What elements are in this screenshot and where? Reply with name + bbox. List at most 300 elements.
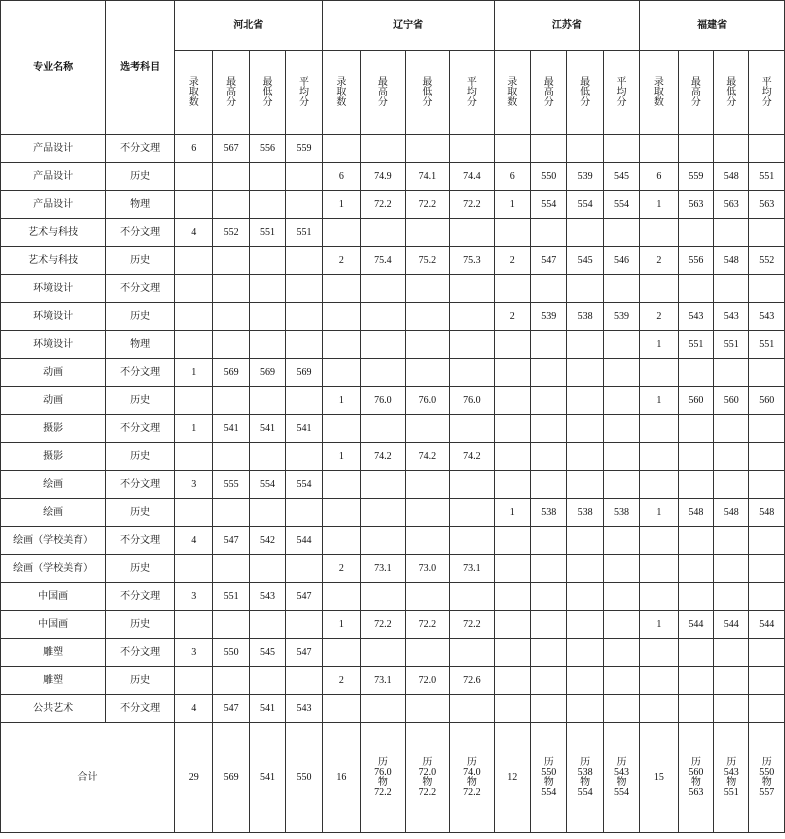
score-min-cell — [249, 499, 285, 527]
table-row — [1, 219, 785, 247]
score-max-cell: 74.2 — [361, 443, 406, 471]
major-name: 绘画 — [1, 471, 106, 499]
subject-name: 历史 — [106, 443, 175, 471]
score-min-cell: 563 — [714, 191, 749, 219]
score-min-cell — [405, 527, 450, 555]
score-min-cell — [405, 499, 450, 527]
score-max-cell — [361, 583, 406, 611]
score-count-cell — [640, 471, 678, 499]
score-min-cell: 545 — [567, 247, 603, 275]
score-avg-cell — [749, 471, 785, 499]
score-avg-cell: 72.6 — [450, 667, 495, 695]
score-avg-cell — [603, 387, 639, 415]
header-row-provinces — [1, 1, 785, 51]
score-avg-cell — [450, 303, 495, 331]
score-min-cell: 74.1 — [405, 163, 450, 191]
score-avg-cell — [603, 219, 639, 247]
score-count-cell — [494, 443, 530, 471]
score-avg-cell: 544 — [286, 527, 322, 555]
score-count-cell — [174, 667, 212, 695]
subject-name: 不分文理 — [106, 359, 175, 387]
score-count-cell — [494, 667, 530, 695]
score-min-cell: 551 — [714, 331, 749, 359]
major-name: 绘画（学校美育） — [1, 555, 106, 583]
major-name: 环境设计 — [1, 331, 106, 359]
score-count-cell: 1 — [174, 359, 212, 387]
total-min-cell — [249, 723, 285, 833]
score-avg-cell — [450, 695, 495, 723]
score-avg-cell: 75.3 — [450, 247, 495, 275]
score-max-cell — [678, 583, 713, 611]
total-cell-line: 72.0 — [418, 766, 437, 778]
score-max-cell — [530, 415, 566, 443]
score-count-cell: 1 — [174, 415, 212, 443]
score-count-cell: 1 — [322, 387, 360, 415]
score-count-cell: 6 — [640, 163, 678, 191]
score-max-cell — [213, 667, 249, 695]
score-count-cell: 3 — [174, 471, 212, 499]
score-min-cell — [714, 667, 749, 695]
score-avg-cell — [603, 443, 639, 471]
score-count-cell — [494, 219, 530, 247]
score-count-cell: 1 — [640, 611, 678, 639]
header-province-jiangsu: 江苏省 — [494, 1, 640, 51]
table-row — [1, 555, 785, 583]
score-min-cell — [714, 639, 749, 667]
score-max-cell: 569 — [213, 359, 249, 387]
score-min-cell: 538 — [567, 499, 603, 527]
score-max-cell — [361, 527, 406, 555]
major-name: 绘画（学校美育） — [1, 527, 106, 555]
score-count-cell: 2 — [640, 303, 678, 331]
header-char: 录 — [653, 76, 664, 88]
score-count-cell — [174, 443, 212, 471]
score-avg-cell — [286, 499, 322, 527]
score-min-cell — [714, 527, 749, 555]
header-char: 分 — [466, 96, 477, 108]
score-max-cell: 567 — [213, 135, 249, 163]
major-name: 产品设计 — [1, 163, 106, 191]
subject-name: 历史 — [106, 555, 175, 583]
score-count-cell: 2 — [494, 247, 530, 275]
score-avg-cell — [603, 275, 639, 303]
total-cell-line: 554 — [541, 786, 557, 798]
score-avg-cell — [603, 695, 639, 723]
score-count-cell — [494, 611, 530, 639]
table-row — [1, 415, 785, 443]
score-count-cell — [322, 219, 360, 247]
total-cell-line: 72.2 — [374, 786, 392, 798]
score-avg-cell — [603, 415, 639, 443]
header-avg-label — [603, 51, 639, 135]
score-count-cell — [174, 555, 212, 583]
score-max-cell — [678, 135, 713, 163]
score-count-cell — [174, 163, 212, 191]
score-max-cell: 76.0 — [361, 387, 406, 415]
score-max-cell — [678, 527, 713, 555]
score-avg-cell: 554 — [286, 471, 322, 499]
table-row — [1, 387, 785, 415]
score-max-cell: 560 — [678, 387, 713, 415]
score-max-cell — [678, 695, 713, 723]
subject-name: 历史 — [106, 499, 175, 527]
header-char: 均 — [298, 86, 309, 98]
score-avg-cell — [450, 219, 495, 247]
score-avg-cell — [603, 135, 639, 163]
score-min-cell — [714, 275, 749, 303]
score-min-cell — [249, 555, 285, 583]
score-max-cell — [213, 247, 249, 275]
score-count-cell — [174, 331, 212, 359]
score-min-cell — [405, 583, 450, 611]
score-count-cell — [494, 415, 530, 443]
score-count-cell — [174, 275, 212, 303]
score-count-cell — [174, 303, 212, 331]
table-row — [1, 471, 785, 499]
score-max-cell — [530, 331, 566, 359]
score-min-cell — [567, 527, 603, 555]
score-min-cell — [249, 611, 285, 639]
total-cell-line: 550 — [759, 766, 775, 778]
score-avg-cell — [450, 583, 495, 611]
score-max-cell — [678, 275, 713, 303]
score-max-cell — [530, 135, 566, 163]
score-min-cell — [567, 695, 603, 723]
score-max-cell — [213, 611, 249, 639]
header-char: 均 — [466, 86, 477, 98]
score-max-cell — [530, 275, 566, 303]
score-max-cell: 551 — [678, 331, 713, 359]
score-avg-cell: 543 — [749, 303, 785, 331]
score-min-cell — [249, 387, 285, 415]
major-name: 摄影 — [1, 443, 106, 471]
header-char: 低 — [580, 86, 591, 98]
total-cell-line: 550 — [296, 771, 312, 783]
score-count-cell — [322, 275, 360, 303]
score-avg-cell: 543 — [286, 695, 322, 723]
total-cell-line: 历 — [726, 756, 737, 768]
score-min-cell: 544 — [714, 611, 749, 639]
table-row — [1, 667, 785, 695]
total-cell-line: 历 — [580, 756, 591, 768]
header-max-label — [213, 51, 249, 135]
score-avg-cell: 548 — [749, 499, 785, 527]
score-max-cell — [678, 667, 713, 695]
score-max-cell — [530, 359, 566, 387]
score-max-cell — [213, 443, 249, 471]
total-cell-line: 551 — [723, 786, 739, 798]
score-max-cell: 559 — [678, 163, 713, 191]
score-max-cell — [530, 667, 566, 695]
total-cell-line: 历 — [377, 756, 388, 768]
score-count-cell: 2 — [322, 667, 360, 695]
total-avg-cell — [749, 723, 785, 833]
score-count-cell — [322, 695, 360, 723]
score-count-cell — [322, 135, 360, 163]
score-max-cell — [530, 219, 566, 247]
score-count-cell: 6 — [494, 163, 530, 191]
score-min-cell — [249, 275, 285, 303]
header-province-fujian: 福建省 — [640, 1, 785, 51]
score-avg-cell — [603, 359, 639, 387]
score-avg-cell — [603, 331, 639, 359]
score-avg-cell — [450, 415, 495, 443]
score-min-cell — [249, 667, 285, 695]
total-cell-line: 历 — [543, 756, 554, 768]
score-avg-cell — [749, 583, 785, 611]
score-min-cell: 545 — [249, 639, 285, 667]
score-max-cell — [361, 219, 406, 247]
score-avg-cell: 74.2 — [450, 443, 495, 471]
major-name: 艺术与科技 — [1, 219, 106, 247]
header-major-name: 专业名称 — [1, 1, 106, 135]
score-count-cell — [640, 695, 678, 723]
score-min-cell: 548 — [714, 163, 749, 191]
header-count-label — [174, 51, 212, 135]
total-cell-line: 74.0 — [463, 766, 481, 778]
header-char: 取 — [507, 86, 518, 98]
score-count-cell: 4 — [174, 527, 212, 555]
score-avg-cell: 76.0 — [450, 387, 495, 415]
header-char: 分 — [543, 96, 554, 108]
score-avg-cell: 538 — [603, 499, 639, 527]
score-avg-cell — [450, 275, 495, 303]
header-char: 平 — [298, 76, 309, 88]
score-max-cell — [361, 275, 406, 303]
score-min-cell — [405, 639, 450, 667]
score-count-cell — [494, 275, 530, 303]
score-count-cell: 2 — [322, 247, 360, 275]
score-max-cell — [361, 135, 406, 163]
score-avg-cell — [749, 443, 785, 471]
score-avg-cell: 72.2 — [450, 191, 495, 219]
score-min-cell — [405, 219, 450, 247]
header-char: 最 — [422, 76, 433, 88]
header-char: 最 — [726, 76, 737, 88]
subject-name: 不分文理 — [106, 695, 175, 723]
score-max-cell: 73.1 — [361, 667, 406, 695]
total-cell-line: 569 — [223, 771, 239, 783]
header-char: 最 — [690, 76, 701, 88]
score-count-cell: 1 — [640, 499, 678, 527]
total-cell-line: 物 — [422, 776, 433, 788]
score-max-cell: 556 — [678, 247, 713, 275]
header-min-label — [249, 51, 285, 135]
score-avg-cell: 560 — [749, 387, 785, 415]
score-min-cell — [405, 359, 450, 387]
score-avg-cell — [603, 667, 639, 695]
score-count-cell — [640, 443, 678, 471]
score-max-cell — [678, 471, 713, 499]
score-count-cell — [494, 331, 530, 359]
score-min-cell: 541 — [249, 695, 285, 723]
header-char: 最 — [262, 76, 273, 88]
score-count-cell: 4 — [174, 219, 212, 247]
header-province-liaoning: 辽宁省 — [322, 1, 494, 51]
subject-name: 不分文理 — [106, 639, 175, 667]
score-max-cell — [361, 303, 406, 331]
score-count-cell — [322, 331, 360, 359]
score-avg-cell — [603, 471, 639, 499]
score-min-cell: 72.2 — [405, 611, 450, 639]
score-max-cell — [530, 555, 566, 583]
table-row — [1, 135, 785, 163]
score-count-cell — [640, 135, 678, 163]
score-count-cell — [640, 527, 678, 555]
score-min-cell: 548 — [714, 499, 749, 527]
score-min-cell — [567, 639, 603, 667]
subject-name: 不分文理 — [106, 527, 175, 555]
total-label: 合计 — [1, 723, 175, 833]
header-char: 取 — [336, 86, 347, 98]
score-max-cell: 551 — [213, 583, 249, 611]
score-count-cell — [322, 359, 360, 387]
total-cell-line: 563 — [688, 786, 704, 798]
header-char: 分 — [690, 96, 701, 108]
score-count-cell — [494, 471, 530, 499]
score-min-cell — [405, 135, 450, 163]
total-cell-line: 543 — [614, 766, 629, 778]
score-max-cell: 72.2 — [361, 611, 406, 639]
score-min-cell — [567, 135, 603, 163]
total-cell-line: 物 — [726, 776, 737, 788]
score-count-cell: 4 — [174, 695, 212, 723]
header-char: 分 — [422, 96, 433, 108]
score-min-cell — [567, 219, 603, 247]
score-min-cell — [567, 555, 603, 583]
header-count-label — [640, 51, 678, 135]
score-min-cell — [567, 415, 603, 443]
table-row — [1, 359, 785, 387]
score-max-cell: 543 — [678, 303, 713, 331]
score-min-cell: 551 — [249, 219, 285, 247]
total-cell-line: 538 — [577, 766, 593, 778]
score-max-cell — [530, 443, 566, 471]
header-max-label — [678, 51, 713, 135]
total-cell-line: 历 — [616, 756, 627, 768]
header-count-label — [494, 51, 530, 135]
score-count-cell — [494, 527, 530, 555]
score-avg-cell: 544 — [749, 611, 785, 639]
total-row — [1, 723, 785, 833]
score-avg-cell — [286, 275, 322, 303]
score-max-cell — [213, 555, 249, 583]
score-min-cell — [567, 611, 603, 639]
header-char: 取 — [188, 86, 199, 98]
score-min-cell: 543 — [249, 583, 285, 611]
table-row — [1, 303, 785, 331]
score-min-cell — [405, 415, 450, 443]
subject-name: 物理 — [106, 331, 175, 359]
score-max-cell — [361, 639, 406, 667]
score-count-cell: 2 — [322, 555, 360, 583]
score-min-cell — [249, 443, 285, 471]
header-char: 平 — [466, 76, 477, 88]
score-avg-cell — [286, 387, 322, 415]
score-count-cell — [640, 359, 678, 387]
score-min-cell: 73.0 — [405, 555, 450, 583]
score-max-cell — [213, 303, 249, 331]
header-min-label — [405, 51, 450, 135]
score-avg-cell: 547 — [286, 639, 322, 667]
header-char: 数 — [507, 96, 518, 108]
score-max-cell: 538 — [530, 499, 566, 527]
subject-name: 历史 — [106, 667, 175, 695]
score-min-cell: 538 — [567, 303, 603, 331]
header-char: 高 — [543, 86, 554, 98]
score-count-cell — [322, 499, 360, 527]
header-char: 平 — [761, 76, 772, 88]
major-name: 产品设计 — [1, 135, 106, 163]
header-char: 最 — [580, 76, 591, 88]
subject-name: 历史 — [106, 611, 175, 639]
score-max-cell — [361, 359, 406, 387]
score-min-cell — [714, 219, 749, 247]
table-row — [1, 611, 785, 639]
score-avg-cell — [286, 191, 322, 219]
major-name: 中国画 — [1, 611, 106, 639]
header-char: 分 — [298, 96, 309, 108]
score-avg-cell — [450, 135, 495, 163]
header-char: 录 — [507, 76, 518, 88]
header-province-hebei: 河北省 — [174, 1, 322, 51]
total-count-cell: 16 — [322, 723, 360, 833]
header-char: 分 — [580, 96, 591, 108]
total-max-cell — [530, 723, 566, 833]
score-min-cell — [405, 471, 450, 499]
score-min-cell — [249, 163, 285, 191]
subject-name: 历史 — [106, 303, 175, 331]
score-min-cell — [249, 247, 285, 275]
score-count-cell: 1 — [640, 191, 678, 219]
score-count-cell — [640, 667, 678, 695]
score-avg-cell: 551 — [749, 163, 785, 191]
score-min-cell: 75.2 — [405, 247, 450, 275]
score-avg-cell — [450, 471, 495, 499]
subject-name: 历史 — [106, 387, 175, 415]
major-name: 艺术与科技 — [1, 247, 106, 275]
score-min-cell — [567, 443, 603, 471]
score-avg-cell — [749, 415, 785, 443]
score-avg-cell — [603, 639, 639, 667]
score-count-cell — [494, 583, 530, 611]
score-min-cell: 74.2 — [405, 443, 450, 471]
score-avg-cell: 547 — [286, 583, 322, 611]
total-cell-line: 历 — [690, 756, 701, 768]
score-count-cell: 3 — [174, 639, 212, 667]
header-char: 分 — [616, 96, 627, 108]
score-avg-cell — [603, 611, 639, 639]
header-char: 数 — [188, 96, 199, 108]
score-min-cell — [714, 443, 749, 471]
score-count-cell — [494, 135, 530, 163]
table-row — [1, 331, 785, 359]
total-count-cell: 29 — [174, 723, 212, 833]
major-name: 环境设计 — [1, 303, 106, 331]
score-min-cell — [714, 583, 749, 611]
total-cell-line: 物 — [466, 776, 477, 788]
score-max-cell: 539 — [530, 303, 566, 331]
score-count-cell — [494, 639, 530, 667]
score-max-cell — [678, 219, 713, 247]
score-min-cell — [249, 191, 285, 219]
score-count-cell — [174, 191, 212, 219]
score-max-cell — [530, 471, 566, 499]
total-max-cell — [361, 723, 406, 833]
score-max-cell — [361, 499, 406, 527]
header-char: 录 — [188, 76, 199, 88]
total-cell-line: 72.2 — [463, 786, 481, 798]
